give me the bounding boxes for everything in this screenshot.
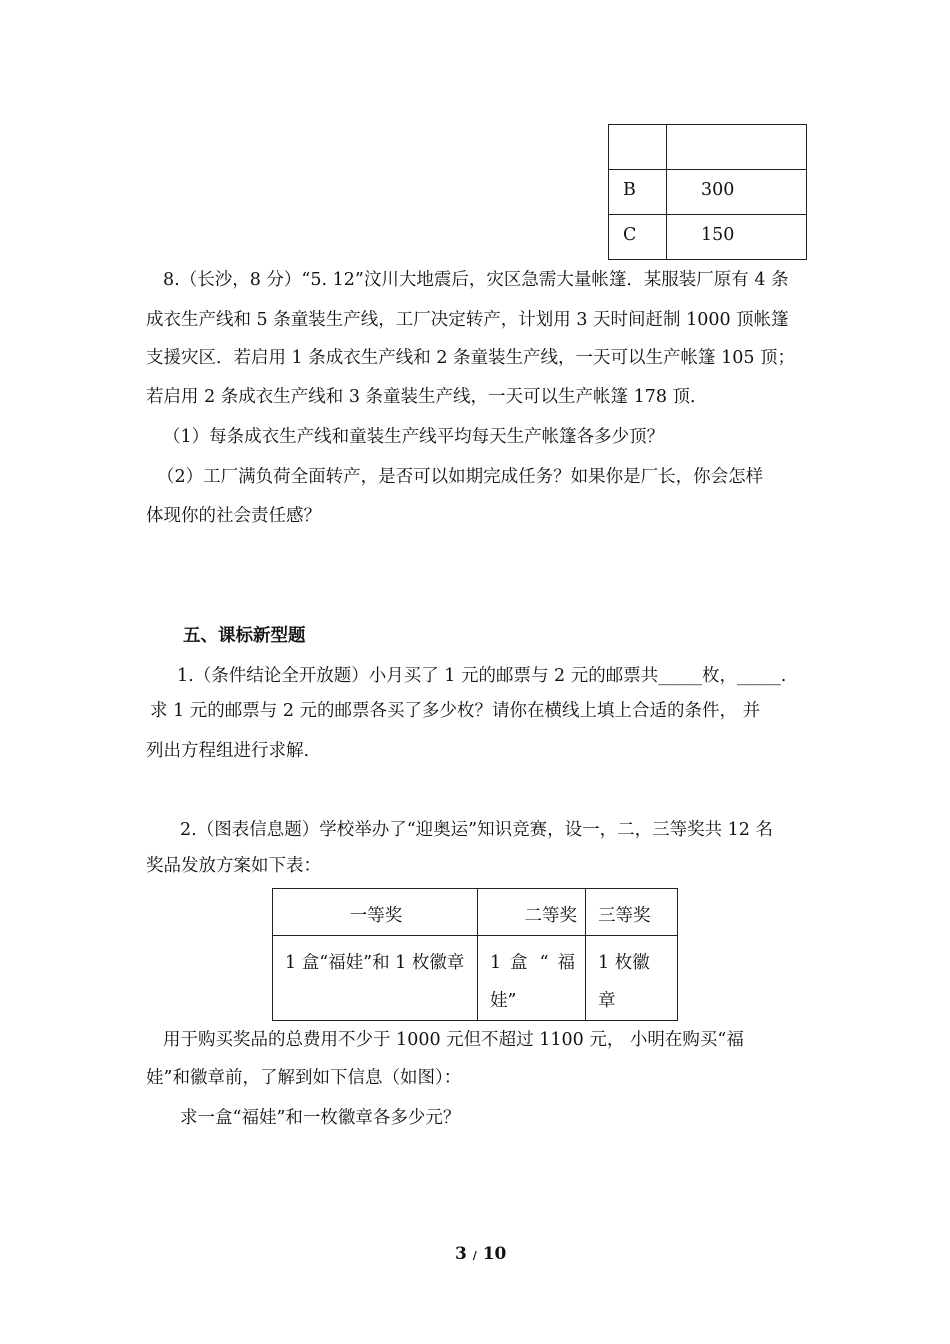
q8-line: 成衣生产线和 5 条童装生产线，工厂决定转产，计划用 3 天时间赶制 1000 顶帐篷: [146, 310, 789, 330]
q8-sub1: （1）每条成衣生产线和童装生产线平均每天生产帐篷各多少顶？: [163, 427, 665, 447]
q8-line: 支援灾区．若启用 1 条成衣生产线和 2 条童装生产线，一天可以生产帐篷 105 顶；: [146, 348, 796, 368]
p2-line: 奖品发放方案如下表：: [146, 856, 321, 876]
table-header: 三等奖: [586, 889, 678, 936]
p1-line: 列出方程组进行求解.: [146, 741, 310, 761]
p2-after-line: 用于购买奖品的总费用不少于 1000 元但不超过 1100 元， 小明在购买“福: [163, 1030, 744, 1050]
table-cell: 300: [667, 170, 807, 215]
page-total: 10: [482, 1244, 507, 1264]
table-row: [609, 215, 807, 260]
table-header: 二等奖: [478, 889, 586, 936]
table-cell: 1 盒 “ 福娃”: [478, 936, 586, 1021]
table-row: [609, 170, 807, 215]
prize-table: [272, 888, 678, 1021]
table-header: 一等奖: [273, 889, 478, 936]
table-cell: B: [609, 170, 667, 215]
p2-question: 求一盒“福娃”和一枚徽章各多少元？: [180, 1108, 461, 1128]
p2-after-line: 娃”和徽章前，了解到如下信息（如图）：: [146, 1068, 462, 1088]
table-cell: [609, 125, 667, 170]
p1-line: 求 1 元的邮票与 2 元的邮票各买了多少枚？请你在横线上填上合适的条件， 并: [150, 701, 761, 721]
table-row: [273, 936, 678, 1021]
table-cell: 1 盒“福娃”和 1 枚徽章: [273, 936, 478, 1021]
table-cell: C: [609, 215, 667, 260]
price-table: [608, 124, 807, 260]
table-cell: 1 枚徽章: [586, 936, 678, 1021]
page-number: [455, 1244, 506, 1264]
q8-line: 8.（长沙，8 分）“5. 12”汶川大地震后，灾区急需大量帐篷．某服装厂原有 4 条: [163, 270, 789, 290]
q8-line: 若启用 2 条成衣生产线和 3 条童装生产线，一天可以生产帐篷 178 顶．: [146, 387, 708, 407]
p1-line: 1.（条件结论全开放题）小月买了 1 元的邮票与 2 元的邮票共_____枚，_____.: [177, 666, 787, 686]
table-cell: [667, 125, 807, 170]
page-separator: /: [472, 1249, 477, 1262]
table-cell: 150: [667, 215, 807, 260]
p2-line: 2.（图表信息题）学校举办了“迎奥运”知识竞赛，设一，二，三等奖共 12 名: [180, 820, 773, 840]
table-row: [273, 889, 678, 936]
section-title: 五、课标新型题: [183, 626, 306, 646]
table-row: [609, 125, 807, 170]
q8-sub2-line: （2）工厂满负荷全面转产，是否可以如期完成任务？如果你是厂长，你会怎样: [157, 467, 764, 487]
page-current: 3: [455, 1244, 467, 1264]
q8-sub2-line: 体现你的社会责任感？: [146, 506, 321, 526]
